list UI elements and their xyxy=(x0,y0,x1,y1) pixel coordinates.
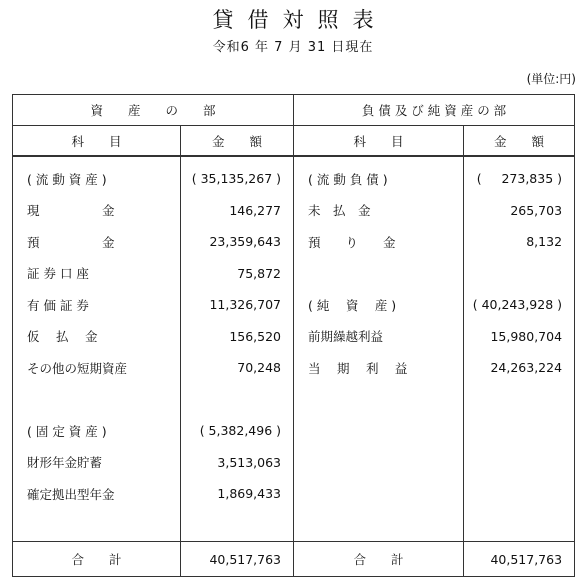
table-row xyxy=(13,510,575,542)
unit-label: (単位:円) xyxy=(526,72,576,86)
liabilities-item-header: 科 目 xyxy=(294,126,464,157)
liability-item-amount xyxy=(464,510,575,542)
asset-item-amount: 75,872 xyxy=(181,258,294,290)
asset-item-label: 財形年金貯蓄 xyxy=(13,447,181,479)
liability-item-label: 預 り 金 xyxy=(294,226,464,258)
asset-item-amount: 23,359,643 xyxy=(181,226,294,258)
table-row xyxy=(13,226,575,258)
asset-item-label: 証 券 口 座 xyxy=(13,258,181,290)
column-header-row xyxy=(13,126,575,157)
asset-item-amount: 3,513,063 xyxy=(181,447,294,479)
table-row xyxy=(13,321,575,353)
asset-item-amount: 70,248 xyxy=(181,352,294,384)
liability-item-amount xyxy=(464,447,575,479)
liabilities-total-amount: 40,517,763 xyxy=(464,542,575,577)
liability-item-label xyxy=(294,510,464,542)
asset-item-amount: 1,869,433 xyxy=(181,478,294,510)
asset-item-label: その他の短期資産 xyxy=(13,352,181,384)
asset-item-amount xyxy=(181,384,294,416)
liability-item-amount xyxy=(464,384,575,416)
assets-total-amount: 40,517,763 xyxy=(181,542,294,577)
balance-sheet-table xyxy=(12,94,575,577)
section-header-row xyxy=(13,95,575,126)
asset-item-label: 有 価 証 券 xyxy=(13,289,181,321)
table-row xyxy=(13,478,575,510)
liability-item-amount xyxy=(464,415,575,447)
assets-amount-header: 金 額 xyxy=(181,126,294,157)
table-row xyxy=(13,352,575,384)
liabilities-amount-header: 金 額 xyxy=(464,126,575,157)
table-row xyxy=(13,195,575,227)
asset-item-label: ( 固 定 資 産 ) xyxy=(13,415,181,447)
liability-item-label: ( 流 動 負 債 ) xyxy=(294,156,464,195)
asset-item-label: 現 金 xyxy=(13,195,181,227)
asset-item-amount: 11,326,707 xyxy=(181,289,294,321)
asset-item-amount: ( 35,135,267 ) xyxy=(181,156,294,195)
liability-item-label: 当 期 利 益 xyxy=(294,352,464,384)
liability-item-label: 前期繰越利益 xyxy=(294,321,464,353)
liability-item-label xyxy=(294,258,464,290)
liabilities-total-label: 合 計 xyxy=(294,542,464,577)
liability-item-amount: ( 40,243,928 ) xyxy=(464,289,575,321)
liability-item-label: ( 純 資 産 ) xyxy=(294,289,464,321)
asset-item-amount: 156,520 xyxy=(181,321,294,353)
as-of-date: 令和6 年 7 月 31 日現在 xyxy=(212,40,374,55)
liability-item-label xyxy=(294,415,464,447)
liability-item-amount: 15,980,704 xyxy=(464,321,575,353)
table-row xyxy=(13,447,575,479)
liability-item-label xyxy=(294,478,464,510)
asset-item-label: 確定拠出型年金 xyxy=(13,478,181,510)
asset-item-amount xyxy=(181,510,294,542)
liability-item-amount: 265,703 xyxy=(464,195,575,227)
table-row xyxy=(13,289,575,321)
assets-section-header: 資 産 の 部 xyxy=(13,95,294,126)
liability-item-label: 未 払 金 xyxy=(294,195,464,227)
asset-item-label: 預 金 xyxy=(13,226,181,258)
asset-item-label xyxy=(13,510,181,542)
asset-item-label: 仮 払 金 xyxy=(13,321,181,353)
liability-item-amount xyxy=(464,478,575,510)
asset-item-label xyxy=(13,384,181,416)
liability-item-label xyxy=(294,447,464,479)
liability-item-amount xyxy=(464,258,575,290)
liabilities-section-header: 負 債 及 び 純 資 産 の 部 xyxy=(294,95,575,126)
asset-item-amount: 146,277 xyxy=(181,195,294,227)
total-row xyxy=(13,542,575,577)
table-row xyxy=(13,384,575,416)
assets-item-header: 科 目 xyxy=(13,126,181,157)
liability-item-label xyxy=(294,384,464,416)
table-row xyxy=(13,258,575,290)
asset-item-amount: ( 5,382,496 ) xyxy=(181,415,294,447)
table-row xyxy=(13,156,575,195)
document-title: 貸借対照表 xyxy=(212,8,388,32)
table-row xyxy=(13,415,575,447)
liability-item-amount: ( 273,835 ) xyxy=(464,156,575,195)
liability-item-amount: 8,132 xyxy=(464,226,575,258)
asset-item-label: ( 流 動 資 産 ) xyxy=(13,156,181,195)
liability-item-amount: 24,263,224 xyxy=(464,352,575,384)
assets-total-label: 合 計 xyxy=(13,542,181,577)
